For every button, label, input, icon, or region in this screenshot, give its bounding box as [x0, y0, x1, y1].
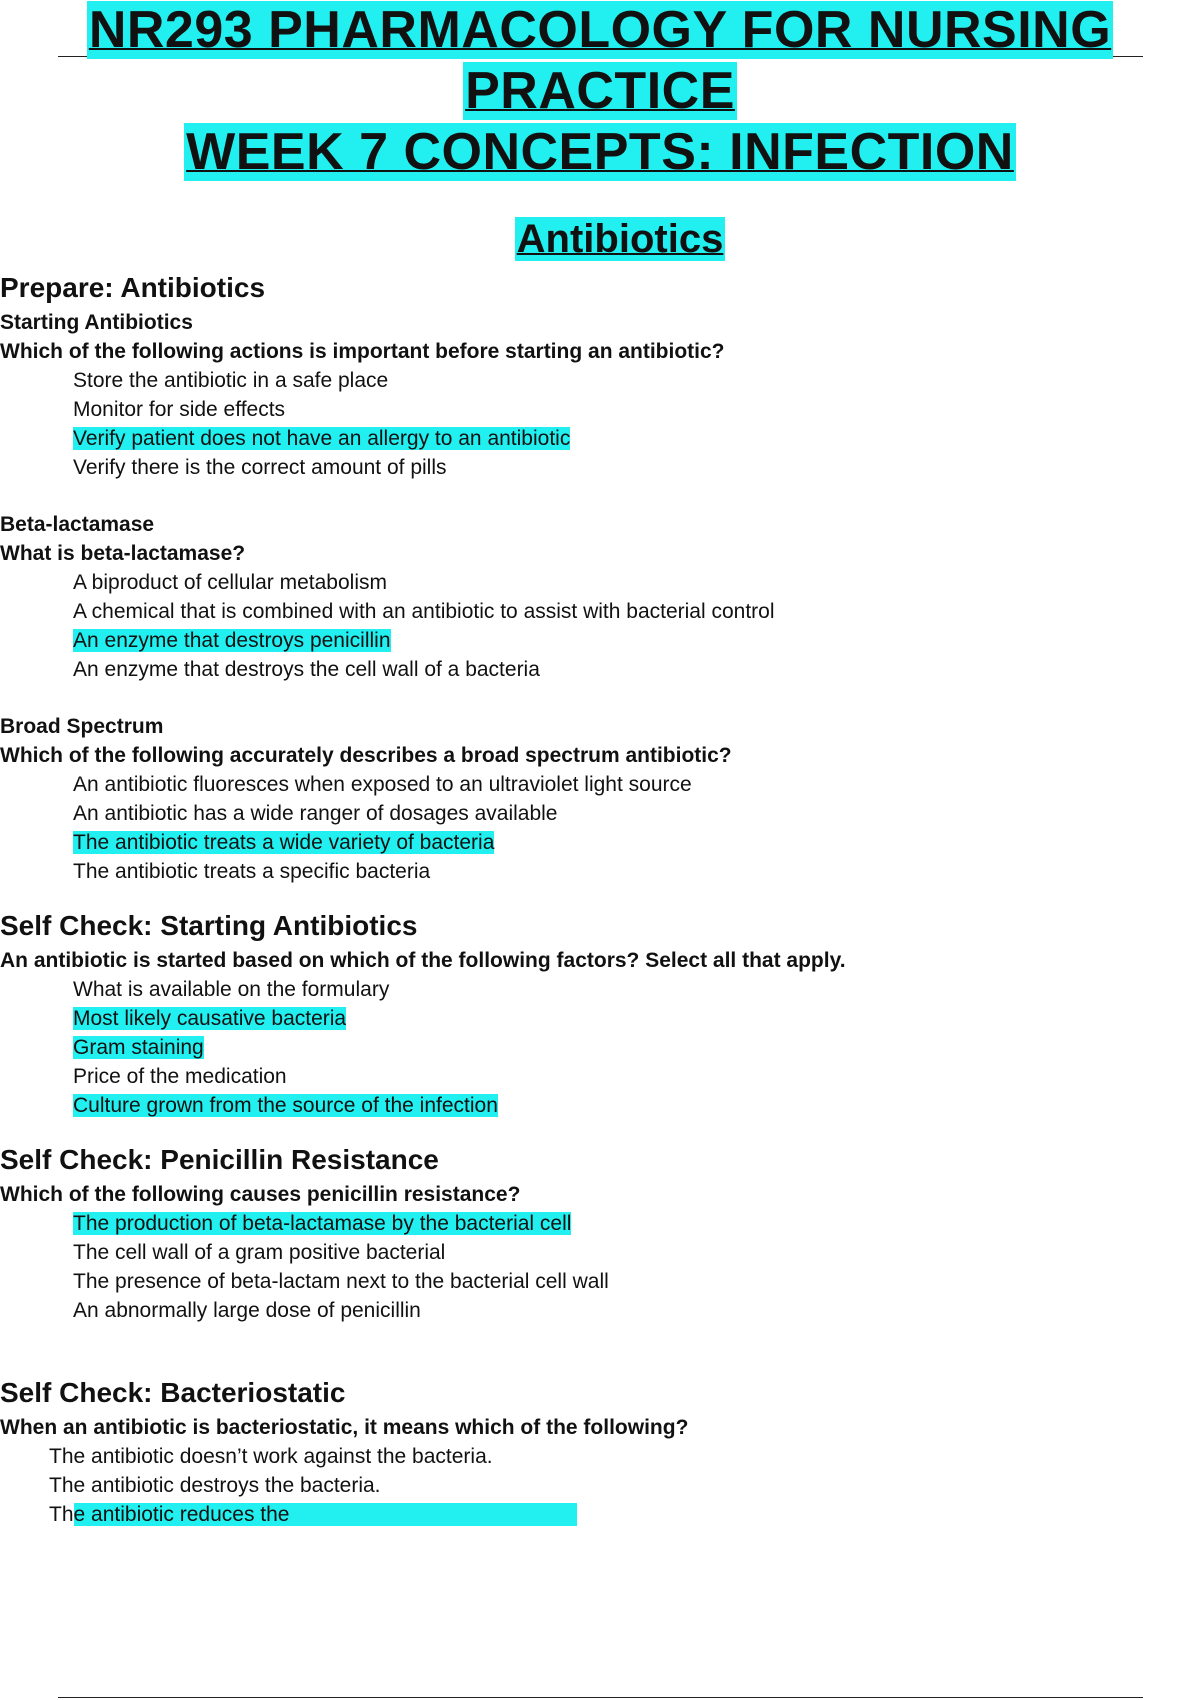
answer-option: A biproduct of cellular metabolism [73, 571, 387, 594]
answer-option-correct: Verify patient does not have an allergy to an antibiotic [73, 427, 571, 450]
title-line-3: WEEK 7 CONCEPTS: INFECTION [186, 123, 1014, 181]
answer-option: Store the antibiotic in a safe place [73, 369, 389, 392]
answer-list [0, 975, 1200, 1120]
spacer [0, 1120, 1200, 1140]
question-block-penicillin-resistance [0, 1140, 1200, 1325]
title-line-2: PRACTICE [465, 62, 735, 120]
answer-option-correct: An enzyme that destroys penicillin [73, 629, 391, 652]
section-heading: Self Check: Starting Antibiotics [0, 910, 418, 941]
answer-option: An antibiotic has a wide ranger of dosages available [73, 802, 558, 825]
spacer [0, 1325, 1200, 1373]
section-title: Antibiotics [516, 217, 724, 261]
answer-option-correct: Most likely causative bacteria [73, 1007, 347, 1030]
answer-option-correct: The production of beta-lactamase by the bacterial cell [73, 1212, 572, 1235]
answer-list [0, 568, 1200, 684]
answer-option: The cell wall of a gram positive bacterial [73, 1241, 446, 1264]
answer-option: Price of the medication [73, 1065, 287, 1088]
section-heading: Self Check: Bacteriostatic [0, 1377, 346, 1408]
question-block-broad-spectrum [0, 712, 1200, 886]
answer-option: What is available on the formulary [73, 978, 390, 1001]
title-line-1: NR293 PHARMACOLOGY FOR NURSING [88, 1, 1112, 59]
subheading: Beta-lactamase [0, 513, 155, 536]
document-body [0, 268, 1200, 1529]
answer-option: The antibiotic destroys the bacteria. [49, 1474, 381, 1497]
answer-option: The antibiotic treats a specific bacteria [73, 860, 431, 883]
answer-option-correct-partial: The antibiotic reduces the [0, 1500, 1200, 1529]
answer-option: Monitor for side effects [73, 398, 286, 421]
subheading: Starting Antibiotics [0, 311, 193, 334]
answer-option: Verify there is the correct amount of pills [73, 456, 447, 479]
answer-option: An enzyme that destroys the cell wall of a bacteria [73, 658, 540, 681]
answer-option: An abnormally large dose of penicillin [73, 1299, 421, 1322]
question-block-bacteriostatic [0, 1373, 1200, 1529]
question-text: An antibiotic is started based on which of the following factors? Select all that apply. [0, 949, 846, 972]
answer-option: An antibiotic fluoresces when exposed to an ultraviolet light source [73, 773, 692, 796]
answer-option-correct: Gram staining [73, 1036, 204, 1059]
question-text: Which of the following accurately describes a broad spectrum antibiotic? [0, 744, 732, 767]
subheading: Broad Spectrum [0, 715, 164, 738]
answer-list [0, 1442, 1200, 1529]
spacer [0, 482, 1200, 510]
question-text: Which of the following causes penicillin resistance? [0, 1183, 521, 1206]
answer-option-correct: The antibiotic treats a wide variety of bacteria [73, 831, 495, 854]
footer-rule [58, 1697, 1143, 1698]
answer-option: A chemical that is combined with an antibiotic to assist with bacterial control [73, 600, 775, 623]
spacer [0, 684, 1200, 712]
answer-option-correct: Culture grown from the source of the infection [73, 1094, 498, 1117]
section-heading: Prepare: Antibiotics [0, 272, 266, 303]
question-block-starting-antibiotics [0, 268, 1200, 482]
question-block-beta-lactamase [0, 510, 1200, 684]
answer-list [0, 366, 1200, 482]
document-title [0, 0, 1200, 183]
question-text: What is beta-lactamase? [0, 542, 246, 565]
answer-option: The presence of beta-lactam next to the bacterial cell wall [73, 1270, 609, 1293]
question-block-self-check-starting [0, 906, 1200, 1120]
section-heading: Self Check: Penicillin Resistance [0, 1144, 439, 1175]
question-text: Which of the following actions is important before starting an antibiotic? [0, 340, 725, 363]
answer-list [0, 1209, 1200, 1325]
question-text: When an antibiotic is bacteriostatic, it means which of the following? [0, 1416, 689, 1439]
answer-list [0, 770, 1200, 886]
spacer [0, 886, 1200, 906]
answer-option: The antibiotic doesn’t work against the bacteria. [49, 1445, 493, 1468]
